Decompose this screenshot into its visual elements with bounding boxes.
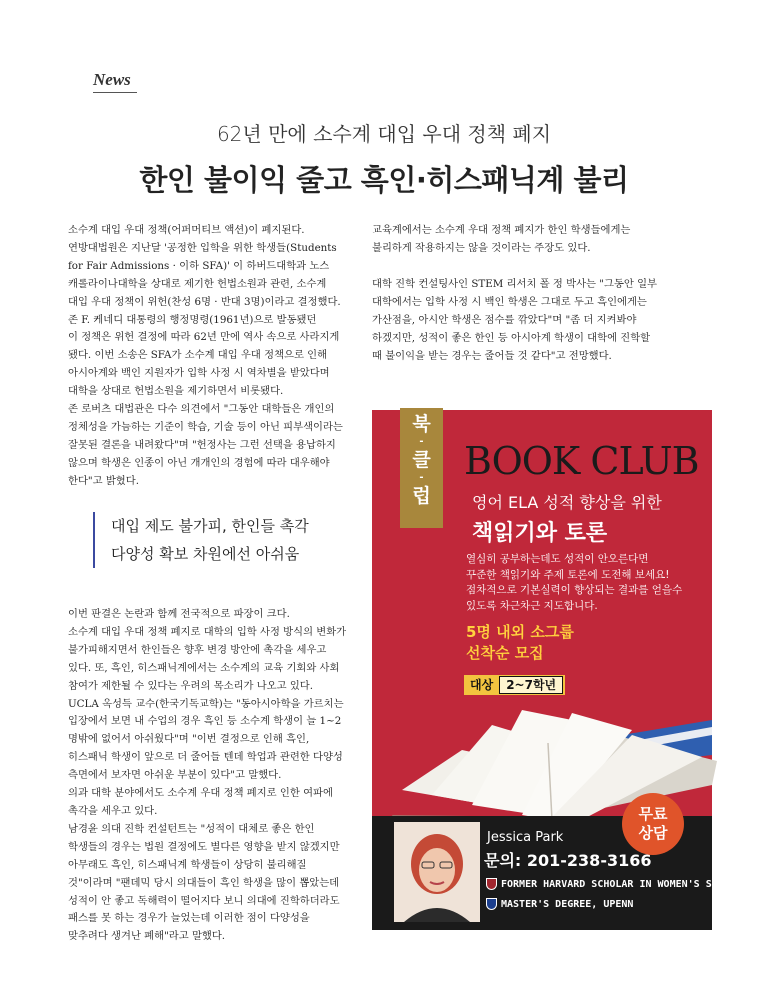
text-line: 정체성을 가늠하는 기준이 학습, 기술 등이 아닌 피부색이라는	[68, 420, 343, 433]
badge-line: 상담	[638, 824, 668, 842]
ad-offer-line: 5명 내외 소그룹	[466, 623, 574, 641]
text-line: 아시아계와 백인 지원자가 입학 사정 시 역차별을 받았다며	[68, 367, 330, 380]
credential-harvard	[486, 878, 748, 890]
text-line: 소수계 대입 우대 정책 폐지로 대학의 입학 사정 방식의 변화가	[68, 625, 347, 638]
text-line: 이 정책은 위헌 결정에 따라 62년 만에 역사 속으로 사라지게	[68, 331, 340, 344]
tab-char: -	[419, 472, 424, 483]
text-line: 맞추려다 생겨난 폐해"라고 말했다.	[68, 930, 226, 943]
pull-quote	[93, 512, 381, 568]
target-value: 2~7학년	[499, 676, 563, 694]
text-line: 연방대법원은 지난달 '공정한 입학을 위한 학생들(Students	[68, 241, 337, 254]
pull-quote-line: 대입 제도 불가피, 한인들 촉각	[111, 517, 309, 535]
credential-upenn	[486, 898, 633, 910]
text-line: 존 F. 케네디 대통령의 행정명령(1961년)으로 발동됐던	[68, 313, 317, 326]
ad-offer-line: 선착순 모집	[466, 644, 544, 662]
ad-offer	[466, 622, 574, 664]
badge-line: 무료	[638, 805, 668, 823]
article-paragraph-2	[68, 606, 346, 946]
free-consult-badge	[622, 793, 684, 855]
text-line: 됐다. 이번 소송은 SFA가 소수계 대입 우대 정책으로 인해	[68, 349, 328, 362]
tab-char: 클	[412, 449, 431, 471]
text-line: 한다"고 밝혔다.	[68, 474, 139, 487]
text-line: 불가피해지면서 한인들은 향후 변경 방안에 촉각을 세우고	[68, 643, 327, 656]
book-club-ad	[372, 410, 748, 930]
section-underline	[93, 92, 137, 93]
text-line: 대입 우대 정책이 위헌(찬성 6명 · 반대 3명)이라고 결정했다.	[68, 295, 341, 308]
text-line: 입장에서 보면 내 수업의 경우 흑인 등 소수계 학생이 늘 1~2	[68, 715, 342, 728]
section-label: News	[93, 70, 131, 89]
tab-char: 럽	[412, 485, 431, 507]
text-line: 아무래도 흑인, 히스패닉계 학생들이 상당히 불리해질	[68, 858, 307, 871]
text-line: 캐롤라이나대학을 상대로 제기한 헌법소원과 관련, 소수계	[68, 277, 327, 290]
text-line: 학생들의 경우는 법원 결정에도 별다른 영향을 받지 않겠지만	[68, 840, 340, 853]
ad-main-title: 책읽기와 토론	[472, 521, 608, 546]
text-line: 때 불이익을 받는 경우는 줄어들 것 같다"고 전망했다.	[372, 349, 612, 362]
credential-text: MASTER'S DEGREE, UPENN	[501, 899, 634, 910]
text-line: 하겠지만, 성적이 좋은 한인 등 아시아계 학생이 대학에 진학할	[372, 331, 651, 344]
article-subhead: 62년 만에 소수계 대입 우대 정책 폐지	[216, 122, 552, 146]
text-line: 측면에서 보자면 아쉬운 부분이 있다"고 말했다.	[68, 769, 282, 782]
text-line: 교육계에서는 소수계 우대 정책 폐지가 한인 학생들에게는	[372, 224, 631, 236]
target-label: 대상	[470, 678, 494, 692]
text-line: 있다. 또, 흑인, 히스패닉계에서는 소수계의 교육 기회와 사회	[68, 661, 340, 674]
text-line: 성적이 안 좋고 독해력이 떨어지다 보니 의대에 진학하더라도	[68, 894, 340, 907]
text-line: 대학에서는 입학 사정 시 백인 학생은 그대로 두고 흑인에게는	[372, 295, 647, 308]
profile-photo	[394, 822, 480, 922]
text-line: 않으며 학생은 인종이 아닌 개개인의 경험에 따라 대우해야	[68, 456, 330, 469]
ad-vertical-tab	[400, 408, 443, 528]
section-tag	[93, 70, 131, 90]
tab-char: 북	[412, 413, 431, 435]
text-line: 이번 판결은 논란과 함께 전국적으로 파장이 크다.	[68, 608, 290, 620]
upenn-crest-icon	[486, 898, 497, 910]
ad-title: BOOK CLUB	[464, 439, 699, 483]
text-line: 의과 대학 분야에서도 소수계 우대 정책 폐지로 인한 여파에	[68, 787, 333, 800]
text-line: 명밖에 없어서 아쉬웠다"며 "이번 결정으로 인해 흑인,	[68, 733, 310, 746]
article-paragraph-4	[372, 276, 657, 366]
article-paragraph-3	[372, 222, 630, 258]
text-line: 패스를 못 하는 경우가 늘었는데 이러한 점이 다양성을	[68, 912, 310, 925]
text-line: 잘못된 결론을 내려왔다"며 "헌정사는 그런 선택을 용납하지	[68, 438, 336, 451]
text-line: 히스패닉 학생이 앞으로 더 줄어들 텐데 학업과 관련한 다양성	[68, 751, 343, 764]
text-line: 참여가 제한될 수 있다는 우려의 목소리가 나오고 있다.	[68, 679, 314, 692]
text-line: 것"이라며 "팬데믹 당시 의대들이 흑인 학생을 많이 뽑았는데	[68, 876, 340, 889]
ad-body-line: 꾸준한 책읽기와 주제 토론에 도전해 보세요!	[466, 568, 670, 581]
text-line: 촉각을 세우고 있다.	[68, 804, 158, 817]
text-line: 대학을 상대로 헌법소원을 제기하면서 비롯됐다.	[68, 385, 284, 398]
ad-body-line: 점차적으로 기본실력이 향상되는 결과를 얻을수	[466, 584, 683, 596]
ad-body-line: 있도록 차근차근 지도합니다.	[466, 599, 598, 612]
contact-name: Jessica Park	[487, 830, 564, 845]
text-line: UCLA 옥성득 교수(한국기독교학)는 "동아시아학을 가르치는	[68, 697, 344, 710]
text-line: 존 로버츠 대법관은 다수 의견에서 "그동안 대학들은 개인의	[68, 403, 335, 416]
text-line: 남경윤 의대 진학 컨설턴트는 "성적이 대체로 좋은 한인	[68, 822, 315, 835]
text-line: 불리하게 작용하지는 않을 것이라는 주장도 있다.	[372, 241, 591, 254]
tab-char: -	[419, 436, 424, 447]
ad-subtitle: 영어 ELA 성적 향상을 위한	[472, 493, 662, 512]
text-line: for Fair Admissions · 이하 SFA)' 이 하버드대학과 노스	[68, 259, 330, 272]
text-line: 가산점을, 아시안 학생은 점수를 깎았다"며 "좀 더 지켜봐야	[372, 313, 637, 326]
credential-text: FORMER HARVARD SCHOLAR IN WOMEN'S STUDIES	[501, 879, 748, 890]
harvard-crest-icon	[486, 878, 497, 890]
ad-body	[466, 552, 682, 614]
text-line: 대학 진학 컨설팅사인 STEM 리서치 폴 정 박사는 "그동안 일부	[372, 278, 658, 290]
contact-phone: 문의: 201-238-3166	[484, 851, 652, 870]
pull-quote-line: 다양성 확보 차원에선 아쉬움	[111, 545, 300, 563]
article-headline: 한인 불이익 줄고 흑인·히스패닉계 불리	[139, 163, 629, 197]
article-paragraph-1	[68, 222, 343, 491]
ad-body-line: 열심히 공부하는데도 성적이 안오른다면	[466, 553, 649, 565]
text-line: 소수계 대입 우대 정책(어퍼머티브 액션)이 폐지된다.	[68, 224, 305, 236]
